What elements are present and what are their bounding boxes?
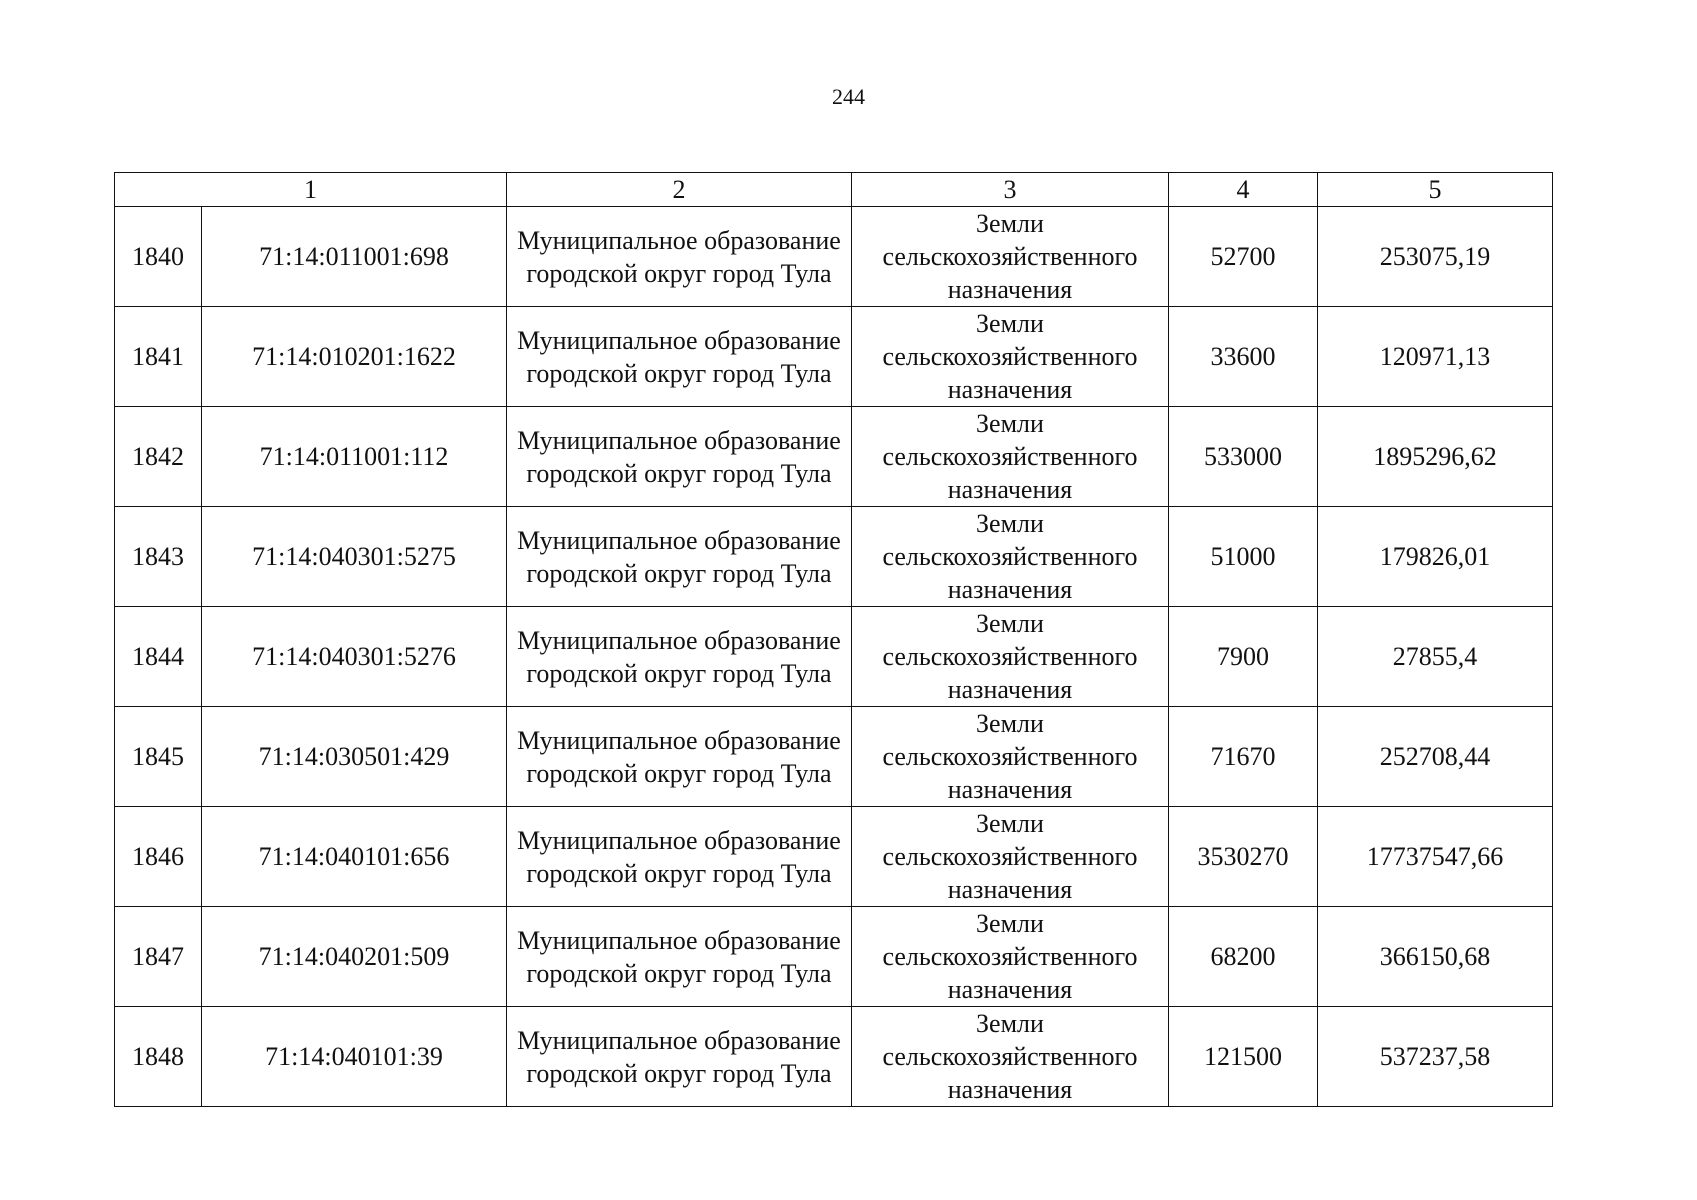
row-number-cell: 1847	[115, 907, 202, 1007]
cadastral-value-cell: 252708,44	[1318, 707, 1553, 807]
row-number-cell: 1840	[115, 207, 202, 307]
land-category-cell: Земли сельскохозяйственного назначения	[852, 707, 1169, 807]
cadastral-value-cell: 27855,4	[1318, 607, 1553, 707]
area-cell: 533000	[1169, 407, 1318, 507]
cadastral-value-cell: 17737547,66	[1318, 807, 1553, 907]
row-number-cell: 1843	[115, 507, 202, 607]
area-cell: 68200	[1169, 907, 1318, 1007]
area-cell: 121500	[1169, 1007, 1318, 1107]
table-row	[115, 707, 1553, 807]
cadastral-number-cell: 71:14:040301:5275	[202, 507, 507, 607]
row-number-cell: 1844	[115, 607, 202, 707]
area-cell: 71670	[1169, 707, 1318, 807]
cadastral-value-cell: 1895296,62	[1318, 407, 1553, 507]
land-category-cell: Земли сельскохозяйственного назначения	[852, 207, 1169, 307]
cadastral-number-cell: 71:14:040101:39	[202, 1007, 507, 1107]
cadastral-number-cell: 71:14:030501:429	[202, 707, 507, 807]
land-category-cell: Земли сельскохозяйственного назначения	[852, 807, 1169, 907]
land-category-cell: Земли сельскохозяйственного назначения	[852, 507, 1169, 607]
land-category-cell: Земли сельскохозяйственного назначения	[852, 1007, 1169, 1107]
cadastral-value-cell: 253075,19	[1318, 207, 1553, 307]
table-row	[115, 307, 1553, 407]
area-cell: 3530270	[1169, 807, 1318, 907]
land-category-cell: Земли сельскохозяйственного назначения	[852, 307, 1169, 407]
area-cell: 33600	[1169, 307, 1318, 407]
header-cell-3: 3	[852, 173, 1169, 207]
cadastral-number-cell: 71:14:040101:656	[202, 807, 507, 907]
cadastral-value-cell: 179826,01	[1318, 507, 1553, 607]
area-cell: 7900	[1169, 607, 1318, 707]
area-cell: 52700	[1169, 207, 1318, 307]
cadastral-number-cell: 71:14:040301:5276	[202, 607, 507, 707]
owner-cell: Муниципальное образование городской округ город Тула	[507, 707, 852, 807]
table-row	[115, 807, 1553, 907]
table-row	[115, 907, 1553, 1007]
land-registry-table	[114, 172, 1553, 1107]
land-category-cell: Земли сельскохозяйственного назначения	[852, 607, 1169, 707]
cadastral-number-cell: 71:14:011001:698	[202, 207, 507, 307]
cadastral-number-cell: 71:14:011001:112	[202, 407, 507, 507]
owner-cell: Муниципальное образование городской округ город Тула	[507, 807, 852, 907]
table-row	[115, 1007, 1553, 1107]
table-row	[115, 407, 1553, 507]
owner-cell: Муниципальное образование городской округ город Тула	[507, 1007, 852, 1107]
owner-cell: Муниципальное образование городской округ город Тула	[507, 207, 852, 307]
land-category-cell: Земли сельскохозяйственного назначения	[852, 907, 1169, 1007]
cadastral-number-cell: 71:14:040201:509	[202, 907, 507, 1007]
table-row	[115, 507, 1553, 607]
row-number-cell: 1841	[115, 307, 202, 407]
owner-cell: Муниципальное образование городской округ город Тула	[507, 407, 852, 507]
row-number-cell: 1846	[115, 807, 202, 907]
row-number-cell: 1848	[115, 1007, 202, 1107]
land-category-cell: Земли сельскохозяйственного назначения	[852, 407, 1169, 507]
table-header-row	[115, 173, 1553, 207]
owner-cell: Муниципальное образование городской округ город Тула	[507, 307, 852, 407]
header-cell-5: 5	[1318, 173, 1553, 207]
header-cell-4: 4	[1169, 173, 1318, 207]
row-number-cell: 1845	[115, 707, 202, 807]
page-number: 244	[832, 84, 865, 109]
cadastral-value-cell: 537237,58	[1318, 1007, 1553, 1107]
area-cell: 51000	[1169, 507, 1318, 607]
owner-cell: Муниципальное образование городской округ город Тула	[507, 507, 852, 607]
header-cell-1: 1	[115, 173, 507, 207]
cadastral-value-cell: 120971,13	[1318, 307, 1553, 407]
cadastral-value-cell: 366150,68	[1318, 907, 1553, 1007]
owner-cell: Муниципальное образование городской округ город Тула	[507, 907, 852, 1007]
cadastral-number-cell: 71:14:010201:1622	[202, 307, 507, 407]
table-row	[115, 207, 1553, 307]
table-row	[115, 607, 1553, 707]
row-number-cell: 1842	[115, 407, 202, 507]
owner-cell: Муниципальное образование городской округ город Тула	[507, 607, 852, 707]
header-cell-2: 2	[507, 173, 852, 207]
